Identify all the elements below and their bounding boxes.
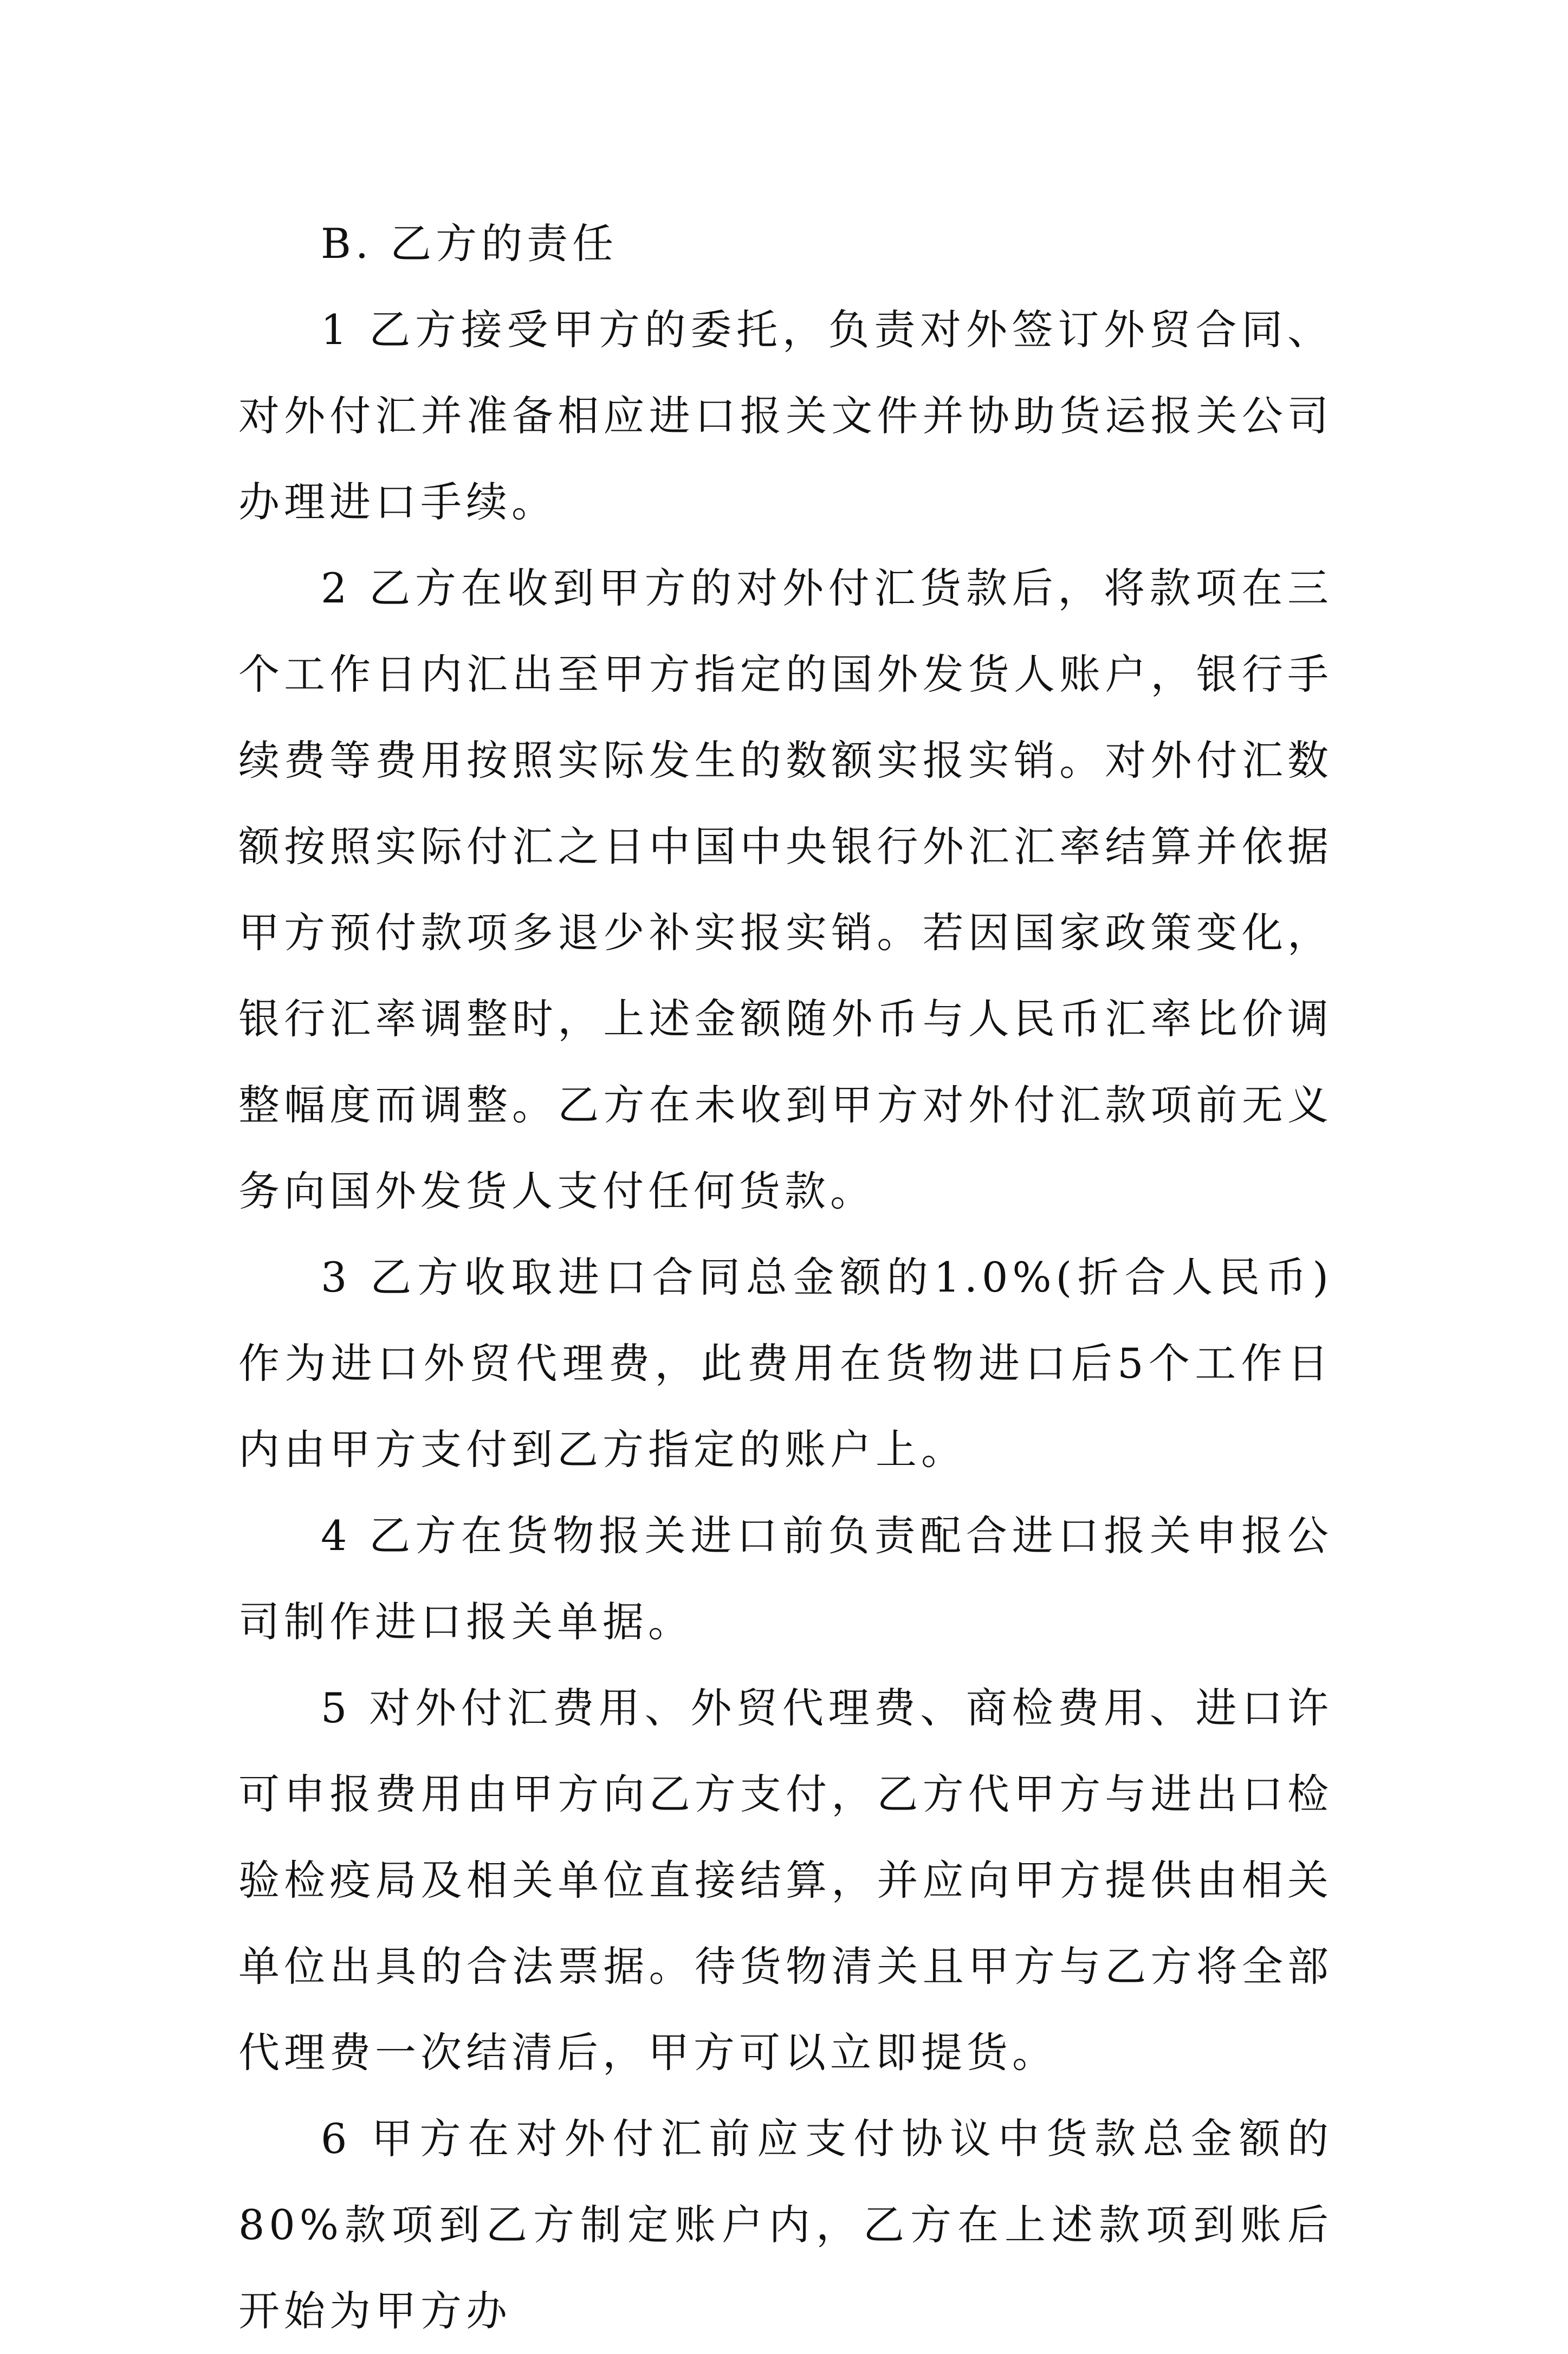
paragraph-3: 3 乙方收取进口合同总金额的1.0%(折合人民币)作为进口外贸代理费，此费用在货物进口后5个工作日内由甲方支付到乙方指定的账户上。 [238, 1253, 1333, 1474]
paragraph-4: 4 乙方在货物报关进口前负责配合进口报关申报公司制作进口报关单据。 [238, 1512, 1333, 1646]
paragraph-1: 1 乙方接受甲方的委托，负责对外签订外贸合同、对外付汇并准备相应进口报关文件并协助货运报关公司办理进口手续。 [238, 306, 1333, 526]
paragraph-6: 6 甲方在对外付汇前应支付协议中货款总金额的80%款项到乙方制定账户内，乙方在上述款项到账后开始为甲方办 [238, 2115, 1333, 2335]
paragraph-5: 5 对外付汇费用、外贸代理费、商检费用、进口许可申报费用由甲方向乙方支付，乙方代甲方与进出口检验检疫局及相关单位直接结算，并应向甲方提供由相关单位出具的合法票据。待货物清关且甲方与乙方将全部代理费一次结清后，甲方可以立即提货。 [238, 1684, 1333, 2077]
paragraph-2: 2 乙方在收到甲方的对外付汇货款后，将款项在三个工作日内汇出至甲方指定的国外发货人账户，银行手续费等费用按照实际发生的数额实报实销。对外付汇数额按照实际付汇之日中国中央银行外汇汇率结算并依据甲方预付款项多退少补实报实销。若因国家政策变化，银行汇率调整时，上述金额随外币与人民币汇率比价调整幅度而调整。乙方在未收到甲方对外付汇款项前无义务向国外发货人支付任何货款。 [238, 564, 1333, 1215]
document-body [238, 200, 1333, 2354]
section-heading: B. 乙方的责任 [321, 219, 618, 268]
